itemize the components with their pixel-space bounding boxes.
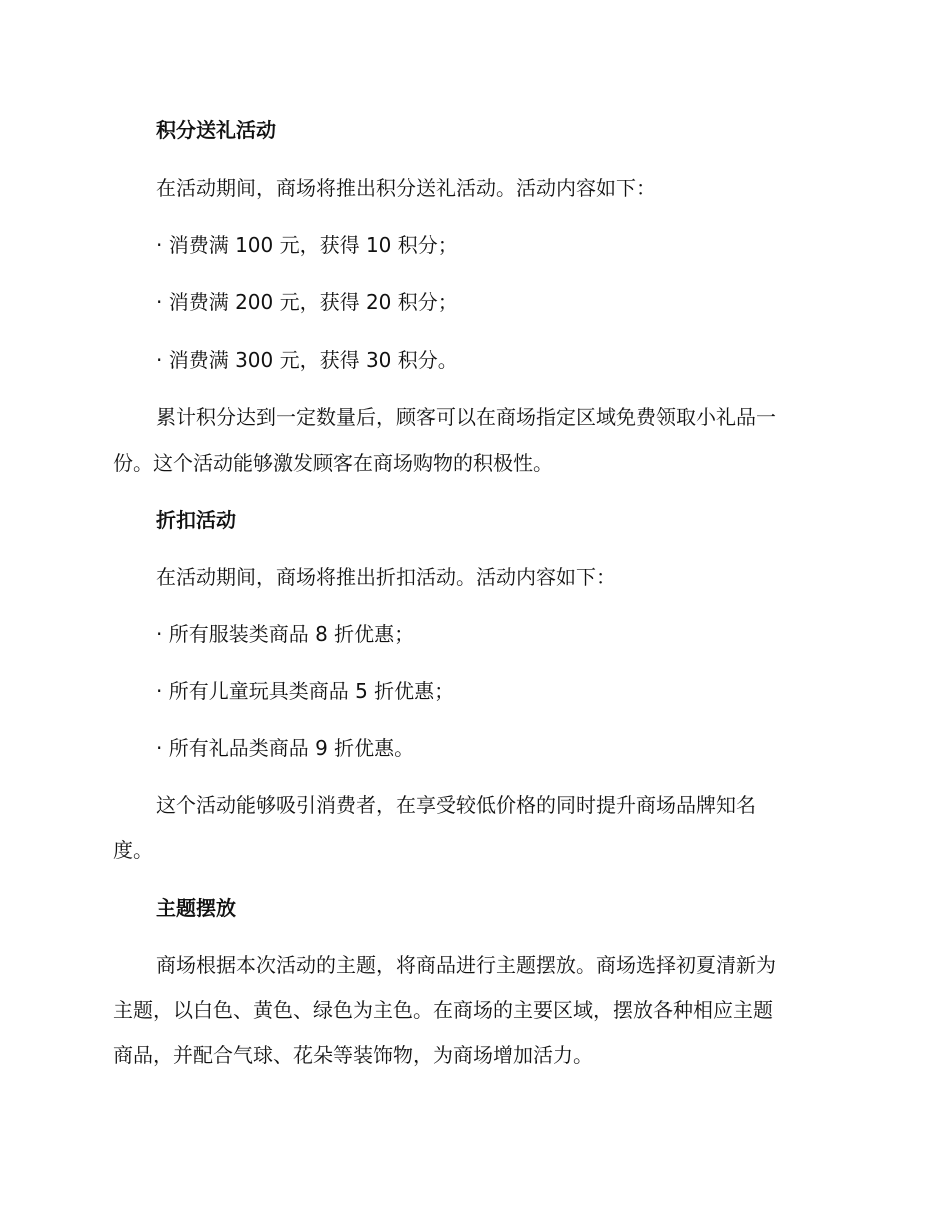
discount-item-toys: · 所有儿童玩具类商品 5 折优惠；: [156, 679, 455, 703]
points-intro: 在活动期间，商场将推出积分送礼活动。活动内容如下：: [156, 176, 656, 200]
discount-item-clothing: · 所有服装类商品 8 折优惠；: [156, 622, 415, 646]
points-conclusion-line1: 累计积分达到一定数量后，顾客可以在商场指定区域免费领取小礼品一: [156, 405, 776, 429]
theme-paragraph-line1: 商场根据本次活动的主题，将商品进行主题摆放。商场选择初夏清新为: [156, 953, 776, 977]
discount-section-heading: 折扣活动: [156, 508, 236, 532]
points-section-heading: 积分送礼活动: [156, 118, 276, 142]
points-item-100: · 消费满 100 元，获得 10 积分；: [156, 233, 458, 257]
discount-conclusion-line1: 这个活动能够吸引消费者，在享受较低价格的同时提升商场品牌知名: [156, 793, 756, 817]
points-item-200: · 消费满 200 元，获得 20 积分；: [156, 290, 458, 314]
discount-intro: 在活动期间，商场将推出折扣活动。活动内容如下：: [156, 565, 616, 589]
discount-conclusion-line2: 度。: [113, 838, 153, 862]
points-item-300: · 消费满 300 元，获得 30 积分。: [156, 348, 458, 372]
theme-paragraph-line3: 商品，并配合气球、花朵等装饰物，为商场增加活力。: [113, 1043, 593, 1067]
theme-section-heading: 主题摆放: [156, 896, 236, 920]
discount-item-gifts: · 所有礼品类商品 9 折优惠。: [156, 736, 415, 760]
theme-paragraph-line2: 主题，以白色、黄色、绿色为主色。在商场的主要区域，摆放各种相应主题: [113, 998, 773, 1022]
points-conclusion-line2: 份。这个活动能够激发顾客在商场购物的积极性。: [113, 451, 553, 475]
